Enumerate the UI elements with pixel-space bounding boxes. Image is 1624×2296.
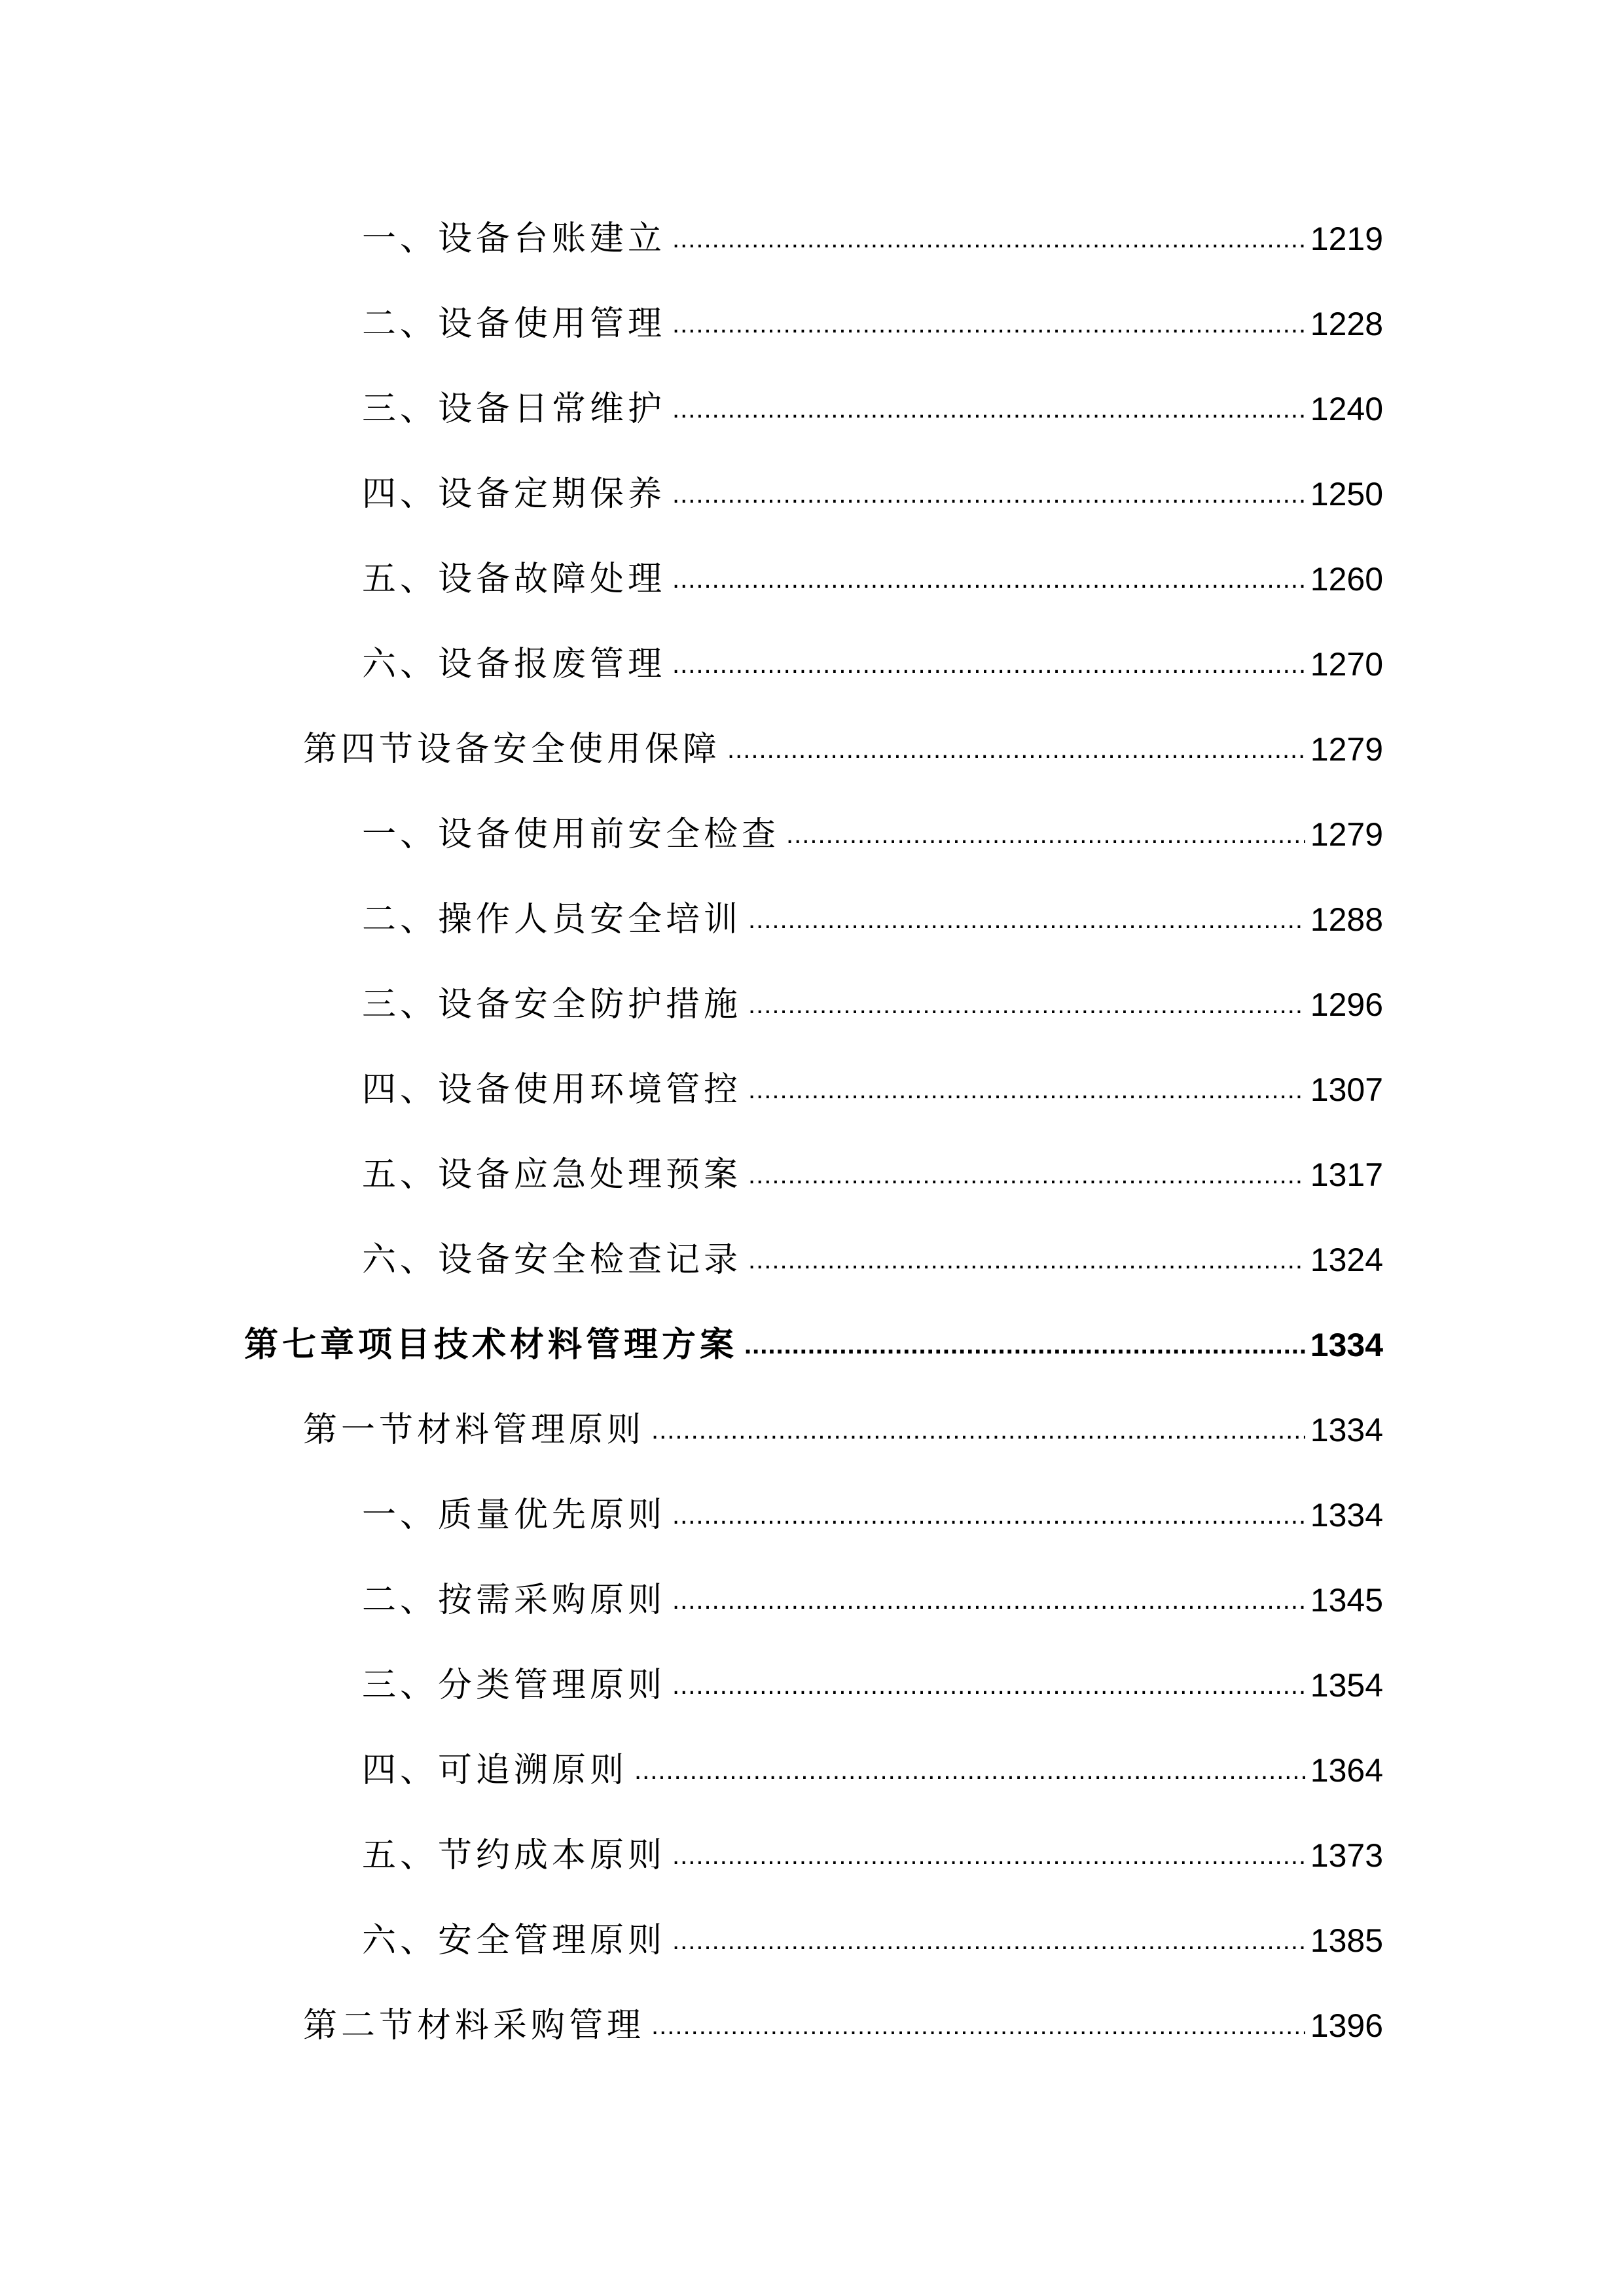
toc-entry-title: 三、分类管理原则 bbox=[362, 1666, 666, 1705]
toc-dot-leader bbox=[744, 1319, 1305, 1371]
toc-entry-page: 1260 bbox=[1310, 561, 1383, 598]
toc-entry[interactable] bbox=[362, 1659, 1383, 1712]
toc-entry-page: 1334 bbox=[1310, 1327, 1383, 1363]
toc-dot-leader bbox=[672, 1489, 1305, 1541]
toc-entry-page: 1334 bbox=[1310, 1412, 1383, 1448]
toc-entry-title: 一、质量优先原则 bbox=[362, 1496, 666, 1535]
toc-dot-leader bbox=[672, 1914, 1305, 1967]
toc-entry-title: 第四节设备安全使用保障 bbox=[303, 730, 721, 769]
toc-section-entry[interactable] bbox=[303, 2000, 1383, 2052]
toc-dot-leader bbox=[651, 1404, 1305, 1456]
toc-entry-title: 四、设备定期保养 bbox=[362, 475, 666, 514]
toc-entry-page: 1307 bbox=[1310, 1071, 1383, 1108]
toc-entry[interactable] bbox=[362, 978, 1383, 1031]
toc-dot-leader bbox=[748, 1149, 1305, 1201]
toc-entry-title: 五、设备应急处理预案 bbox=[362, 1155, 742, 1194]
toc-entry[interactable] bbox=[362, 1149, 1383, 1201]
toc-entry-title: 第一节材料管理原则 bbox=[303, 1410, 645, 1450]
toc-entry-title: 五、节约成本原则 bbox=[362, 1836, 666, 1875]
toc-entry[interactable] bbox=[362, 808, 1383, 861]
toc-entry-page: 1324 bbox=[1310, 1242, 1383, 1278]
toc-entry-page: 1279 bbox=[1310, 816, 1383, 853]
toc-entry-title: 五、设备故障处理 bbox=[362, 560, 666, 599]
toc-entry-page: 1317 bbox=[1310, 1157, 1383, 1193]
toc-entry-title: 六、设备报废管理 bbox=[362, 645, 666, 684]
toc-dot-leader bbox=[786, 808, 1305, 861]
toc-entry-title: 四、可追溯原则 bbox=[362, 1751, 628, 1790]
toc-entry[interactable] bbox=[362, 383, 1383, 435]
toc-dot-leader bbox=[634, 1744, 1305, 1797]
toc-entry-page: 1354 bbox=[1310, 1667, 1383, 1704]
toc-dot-leader bbox=[672, 1659, 1305, 1712]
toc-entry-title: 三、设备日常维护 bbox=[362, 389, 666, 429]
toc-entry-page: 1385 bbox=[1310, 1922, 1383, 1959]
toc-entry-title: 一、设备台账建立 bbox=[362, 219, 666, 259]
toc-entry[interactable] bbox=[362, 1234, 1383, 1286]
toc-dot-leader bbox=[727, 723, 1305, 776]
toc-entry-page: 1279 bbox=[1310, 731, 1383, 768]
toc-entry-title: 三、设备安全防护措施 bbox=[362, 985, 742, 1024]
toc-dot-leader bbox=[672, 298, 1305, 350]
toc-entry-title: 六、设备安全检查记录 bbox=[362, 1240, 742, 1280]
toc-entry-page: 1219 bbox=[1310, 221, 1383, 257]
toc-dot-leader bbox=[651, 2000, 1305, 2052]
toc-entry-title: 四、设备使用环境管控 bbox=[362, 1070, 742, 1109]
toc-entry[interactable] bbox=[362, 1829, 1383, 1882]
toc-dot-leader bbox=[672, 1574, 1305, 1626]
toc-entry-title: 第七章项目技术材料管理方案 bbox=[244, 1325, 738, 1365]
toc-dot-leader bbox=[748, 893, 1305, 946]
toc-dot-leader bbox=[672, 553, 1305, 605]
toc-entry-title: 一、设备使用前安全检查 bbox=[362, 815, 780, 854]
toc-entry[interactable] bbox=[362, 1914, 1383, 1967]
toc-entry-page: 1250 bbox=[1310, 476, 1383, 512]
toc-dot-leader bbox=[748, 1064, 1305, 1116]
toc-entry-page: 1296 bbox=[1310, 986, 1383, 1023]
toc-entry-page: 1334 bbox=[1310, 1497, 1383, 1534]
toc-entry-page: 1373 bbox=[1310, 1837, 1383, 1874]
toc-entry-title: 二、按需采购原则 bbox=[362, 1581, 666, 1620]
toc-entry[interactable] bbox=[362, 553, 1383, 605]
toc-entry[interactable] bbox=[362, 1064, 1383, 1116]
toc-dot-leader bbox=[672, 1829, 1305, 1882]
toc-dot-leader bbox=[748, 978, 1305, 1031]
toc-entry-title: 第二节材料采购管理 bbox=[303, 2006, 645, 2045]
toc-entry-page: 1345 bbox=[1310, 1582, 1383, 1619]
toc-dot-leader bbox=[672, 638, 1305, 691]
toc-entry-page: 1270 bbox=[1310, 646, 1383, 683]
toc-entry-page: 1228 bbox=[1310, 306, 1383, 342]
toc-chapter-entry[interactable] bbox=[244, 1319, 1383, 1371]
toc-entry[interactable] bbox=[362, 893, 1383, 946]
toc-dot-leader bbox=[672, 213, 1305, 265]
toc-entry[interactable] bbox=[362, 1574, 1383, 1626]
toc-entry-title: 二、操作人员安全培训 bbox=[362, 900, 742, 939]
toc-entry[interactable] bbox=[362, 1744, 1383, 1797]
toc-dot-leader bbox=[748, 1234, 1305, 1286]
toc-entry[interactable] bbox=[362, 638, 1383, 691]
toc-section-entry[interactable] bbox=[303, 1404, 1383, 1456]
toc-dot-leader bbox=[672, 383, 1305, 435]
toc-entry-page: 1240 bbox=[1310, 391, 1383, 427]
toc-entry[interactable] bbox=[362, 1489, 1383, 1541]
toc-entry-page: 1396 bbox=[1310, 2007, 1383, 2044]
toc-dot-leader bbox=[672, 468, 1305, 520]
toc-entry-page: 1288 bbox=[1310, 901, 1383, 938]
toc-entry[interactable] bbox=[362, 213, 1383, 265]
toc-entry-page: 1364 bbox=[1310, 1752, 1383, 1789]
toc-entry-title: 二、设备使用管理 bbox=[362, 304, 666, 344]
toc-entry-title: 六、安全管理原则 bbox=[362, 1921, 666, 1960]
toc-section-entry[interactable] bbox=[303, 723, 1383, 776]
toc-entry[interactable] bbox=[362, 298, 1383, 350]
toc-entry[interactable] bbox=[362, 468, 1383, 520]
